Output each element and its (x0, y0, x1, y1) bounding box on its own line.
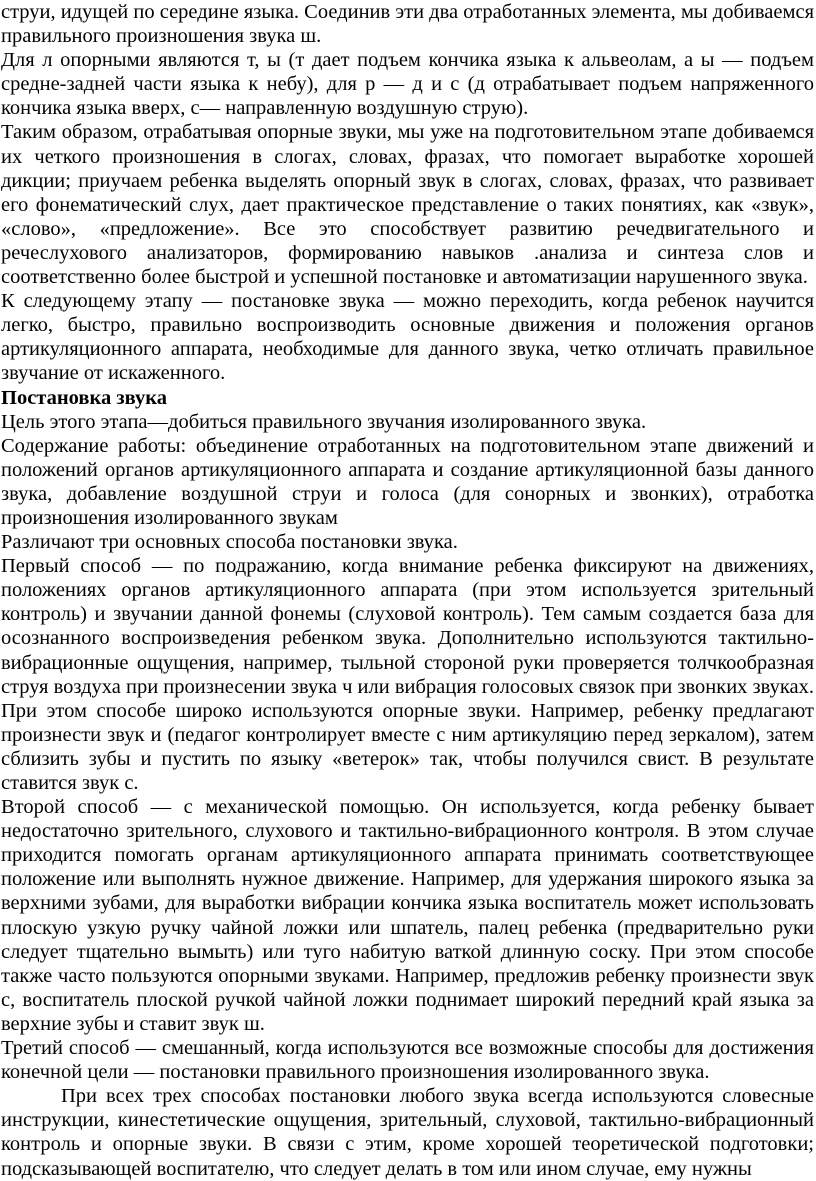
paragraph-final: При всех трех способах постановки любого звука всегда используются словесные инструкции, кинестетические ощущения, зрительный, слуховой, тактильно-вибрационный контроль и опорные звуки. В связи с этим, кроме хорошей теоретической подготовки; подсказывающей воспитателю, что следует делать в том или ином случае, ему нужны (1, 1085, 814, 1180)
paragraph-third-method: Третий способ — смешанный, когда используются все возможные способы для достижения конечной цели — постановки правильного произношения изолированного звука. (1, 1037, 814, 1084)
paragraph-continuation: струи, идущей по середине языка. Соединив эти два отработанных элемента, мы добиваемся правильного произношения звука ш. (1, 1, 814, 48)
section-heading: Постановка звука (1, 386, 167, 409)
paragraph-first-method: Первый способ — по подражанию, когда внимание ребенка фиксируют на движениях, положениях органов артикуляционного аппарата (при этом используется зрительный контроль) и звучании данной фонемы (слуховой контроль). Тем самым создается база для осознанного воспроизведения ребенком звука. Дополнительно используются тактильно-вибрационные ощущения, например, тыльной стороной руки проверяется толчкообразная струя воздуха при произнесении звука ч или вибрация голосовых связок при звонких звуках. При этом способе широко используются опорные звуки. Например, ребенку предлагают произнести звук и (педагог контролирует вместе с ним артикуляцию перед зеркалом), затем сблизить зубы и пустить по языку «ветерок» так, чтобы получился свист. В результате ставится звук с. (1, 555, 814, 794)
paragraph-three-methods: Различают три основных способа постановки звука. (1, 531, 458, 554)
paragraph-work-content: Содержание работы: объединение отработанных на подготовительном этапе движений и положений органов артикуляционного аппарата и создание артикуляционной базы данного звука, добавление воздушной струи и голоса (для сонорных и звонких), отработка произношения изолированного звукам (1, 434, 814, 529)
paragraph-second-method: Второй способ — с механической помощью. Он используется, когда ребенку бывает недостаточно зрительного, слухового и тактильно-вибрационного контроля. В этом случае приходится помогать органам артикуляционного аппарата принимать соответствующее положение или выполнять нужное движение. Например, для удержания широкого языка за верхними зубами, для выработки вибрации кончика языка воспитатель может использовать плоскую узкую ручку чайной ложки или шпатель, палец ребенка (предварительно руки следует тщательно вымыть) или туго набитую ваткой длинную соску. При этом способе также часто пользуются опорными звуками. Например, предложив ребенку произнести звук с, воспитатель плоской ручкой чайной ложки поднимает широкий передний край языка за верхние зубы и ставит звук ш. (1, 796, 814, 1035)
paragraph-next-stage: К следующему этапу — постановке звука — можно переходить, когда ребенок научится легко, быстро, правильно воспроизводить основные движения и положения органов артикуляционного аппарата, необходимые для данного звука, четко отличать правильное звучание от искаженного. (1, 290, 814, 385)
paragraph-support-sounds-l-r: Для л опорными являются т, ы (т дает подъем кончика языка к альвеолам, а ы — подъем средне-задней части языка к небу), для р — д и с (д отрабатывает подъем напряженного кончика языка вверх, с— направленную воздушную струю). (1, 49, 814, 120)
paragraph-stage-goal: Цель этого этапа—добиться правильного звучания изолированного звука. (1, 410, 647, 433)
paragraph-summary-preparation: Таким образом, отрабатывая опорные звуки, мы уже на подготовительном этапе добиваемся их четкого произношения в слогах, словах, фразах, что помогает выработке хорошей дикции; приучаем ребенка выделять опорный звук в слогах, словах, фразах, что развивает его фонематический слух, дает практическое представление о таких понятиях, как «звук», «слово», «предложение». Все это способствует развитию речедвигательного и речеслухового анализаторов, формированию навыков .анализа и синтеза слов и соответственно более быстрой и успешной постановке и автоматизации нарушенного звука. (1, 121, 814, 289)
